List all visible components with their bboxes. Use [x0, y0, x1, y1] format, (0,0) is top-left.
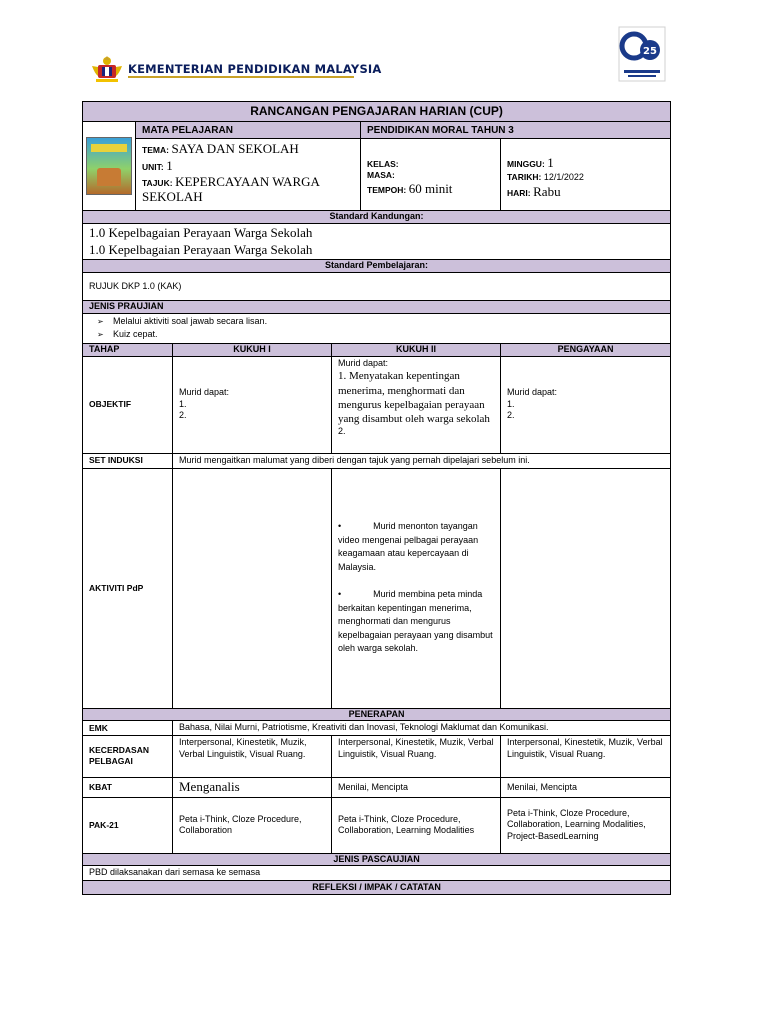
- kecerdasan-kukuh1: Interpersonal, Kinestetik, Muzik, Verbal Linguistik, Visual Ruang.: [173, 735, 332, 777]
- objektif-label: OBJEKTIF: [83, 356, 173, 453]
- objektif-line: 2.: [338, 426, 346, 437]
- column-header-kukuh2: KUKUH II: [332, 343, 501, 356]
- tarikh-label: TARIKH:: [507, 172, 542, 183]
- kbat-pengayaan: Menilai, Mencipta: [501, 777, 671, 797]
- page-header: [0, 0, 768, 100]
- jenis-pascaujian-label: JENIS PASCAUJIAN: [83, 853, 671, 866]
- pak21-label: PAK-21: [83, 797, 173, 853]
- kelas-label: KELAS:: [367, 158, 399, 169]
- tempoh-value: 60 minit: [408, 180, 453, 196]
- book-cover-icon: [86, 137, 132, 195]
- jenis-praujian-content: [83, 313, 671, 343]
- column-header-pengayaan: PENGAYAAN: [501, 343, 671, 356]
- bullet: •: [338, 521, 342, 532]
- column-header-tahap: TAHAP: [83, 343, 173, 356]
- jenis-pascaujian-content: PBD dilaksanakan dari semasa ke semasa: [83, 866, 671, 881]
- standard-pembelajaran-label: Standard Pembelajaran:: [83, 260, 671, 273]
- kbat-label: KBAT: [83, 777, 173, 797]
- standard-kandungan-line: 1.0 Kepelbagaian Perayaan Warga Sekolah: [89, 241, 313, 257]
- objektif-line: 1. Menyatakan kepentingan menerima, menghormati dan mengurus kepelbagaian perayaan yang disambut oleh warga sekolah: [338, 370, 490, 426]
- standard-kandungan-content: [83, 223, 671, 260]
- aktiviti-item: [338, 520, 494, 574]
- set-induksi-content: Murid mengaitkan malumat yang diberi dengan tajuk yang pernah dipelajari sebelum ini.: [173, 453, 671, 468]
- kecerdasan-label: [83, 735, 173, 777]
- tajuk-row: [142, 175, 354, 205]
- tajuk-label: TAJUK:: [142, 177, 173, 188]
- hari-label: HARI:: [507, 187, 531, 198]
- kecerdasan-label-line: PELBAGAI: [89, 756, 133, 767]
- list-item: ➢ Melalui aktiviti soal jawab secara lisan.: [113, 315, 664, 328]
- objektif-line: Murid dapat:: [338, 357, 389, 368]
- aktiviti-pengayaan: [501, 468, 671, 708]
- objektif-line: 2.: [179, 410, 187, 421]
- standard-kandungan-label: Standard Kandungan:: [83, 211, 671, 224]
- tempoh-label: TEMPOH:: [367, 184, 407, 195]
- lesson-details: [136, 139, 361, 211]
- pak21-kukuh2: Peta i-Think, Cloze Procedure, Collaboration, Learning Modalities: [332, 797, 501, 853]
- standard-pembelajaran-content: RUJUK DKP 1.0 (KAK): [83, 273, 671, 301]
- objektif-kukuh2: [332, 356, 501, 453]
- objektif-pengayaan: [501, 356, 671, 453]
- aktiviti-item-text: Murid menonton tayangan video mengenai pelbagai perayaan keagamaan atau kepercayaan di Malaysia.: [338, 521, 479, 572]
- masa-label: MASA:: [367, 169, 395, 180]
- list-item: ➢ Kuiz cepat.: [113, 328, 664, 341]
- hari-value: Rabu: [533, 183, 561, 199]
- malaysia-crest-icon: [90, 54, 124, 84]
- pak21-pengayaan: Peta i-Think, Cloze Procedure, Collaboration, Learning Modalities, Project-BasedLearning: [501, 797, 671, 853]
- emk-label: EMK: [83, 721, 173, 736]
- standard-kandungan-line: 1.0 Kepelbagaian Perayaan Warga Sekolah: [89, 224, 313, 240]
- objektif-line: Murid dapat:: [507, 387, 558, 397]
- class-info: [361, 139, 501, 211]
- ministry-underline: [128, 76, 354, 78]
- kbat-kukuh2: Menilai, Mencipta: [332, 777, 501, 797]
- penerapan-label: PENERAPAN: [83, 708, 671, 721]
- aktiviti-kukuh1: [173, 468, 332, 708]
- kecerdasan-label-line: KECERDASAN: [89, 745, 149, 756]
- minggu-label: MINGGU:: [507, 159, 545, 170]
- refleksi-label: REFLEKSI / IMPAK / CATATAN: [83, 881, 671, 895]
- set-induksi-label: SET INDUKSI: [83, 453, 173, 468]
- tema-value: SAYA DAN SEKOLAH: [171, 141, 299, 156]
- 25-logo-icon: [618, 26, 666, 82]
- pak21-kukuh1: Peta i-Think, Cloze Procedure, Collaboration: [173, 797, 332, 853]
- unit-row: [142, 158, 354, 175]
- kecerdasan-pengayaan: Interpersonal, Kinestetik, Muzik, Verbal Linguistik, Visual Ruang.: [501, 735, 671, 777]
- kbat-kukuh1: Menganalis: [173, 777, 332, 797]
- column-header-kukuh1: KUKUH I: [173, 343, 332, 356]
- unit-value: 1: [166, 157, 173, 173]
- aktiviti-item: [338, 588, 494, 656]
- bullet: •: [338, 589, 342, 600]
- kecerdasan-kukuh2: Interpersonal, Kinestetik, Muzik, Verbal Linguistik, Visual Ruang.: [332, 735, 501, 777]
- lesson-plan-table: [82, 101, 671, 895]
- textbook-cover: [83, 122, 136, 211]
- aktiviti-label: AKTIVITI PdP: [83, 468, 173, 708]
- tema-label: TEMA:: [142, 145, 169, 155]
- svg-text:25: 25: [643, 46, 657, 57]
- tema-row: [142, 141, 354, 158]
- aktiviti-kukuh2: [332, 468, 501, 708]
- aktiviti-item-text: Murid membina peta minda berkaitan kepentingan menerima, menghormati dan mengurus kepelbagaian perayaan yang disambut oleh warga sekolah.: [338, 589, 493, 654]
- jenis-praujian-label: JENIS PRAUJIAN: [83, 301, 671, 314]
- objektif-line: 1.: [507, 398, 515, 409]
- objektif-line: Murid dapat:: [179, 387, 230, 397]
- emk-content: Bahasa, Nilai Murni, Patriotisme, Kreativiti dan Inovasi, Teknologi Maklumat dan Komunikasi.: [173, 721, 671, 736]
- ministry-name: KEMENTERIAN PENDIDIKAN MALAYSIA: [128, 62, 382, 76]
- objektif-line: 2.: [507, 410, 515, 421]
- tajuk-value: KEPERCAYAAN WARGA SEKOLAH: [142, 173, 320, 204]
- tarikh-value: 12/1/2022: [543, 172, 584, 183]
- minggu-value: 1: [547, 155, 554, 171]
- mata-pelajaran-label: MATA PELAJARAN: [136, 122, 361, 139]
- document-title: RANCANGAN PENGAJARAN HARIAN (CUP): [83, 102, 671, 122]
- subject-name: PENDIDIKAN MORAL TAHUN 3: [361, 122, 671, 139]
- unit-label: UNIT:: [142, 161, 164, 172]
- objektif-kukuh1: [173, 356, 332, 453]
- date-info: [501, 139, 671, 211]
- objektif-line: 1.: [179, 398, 187, 409]
